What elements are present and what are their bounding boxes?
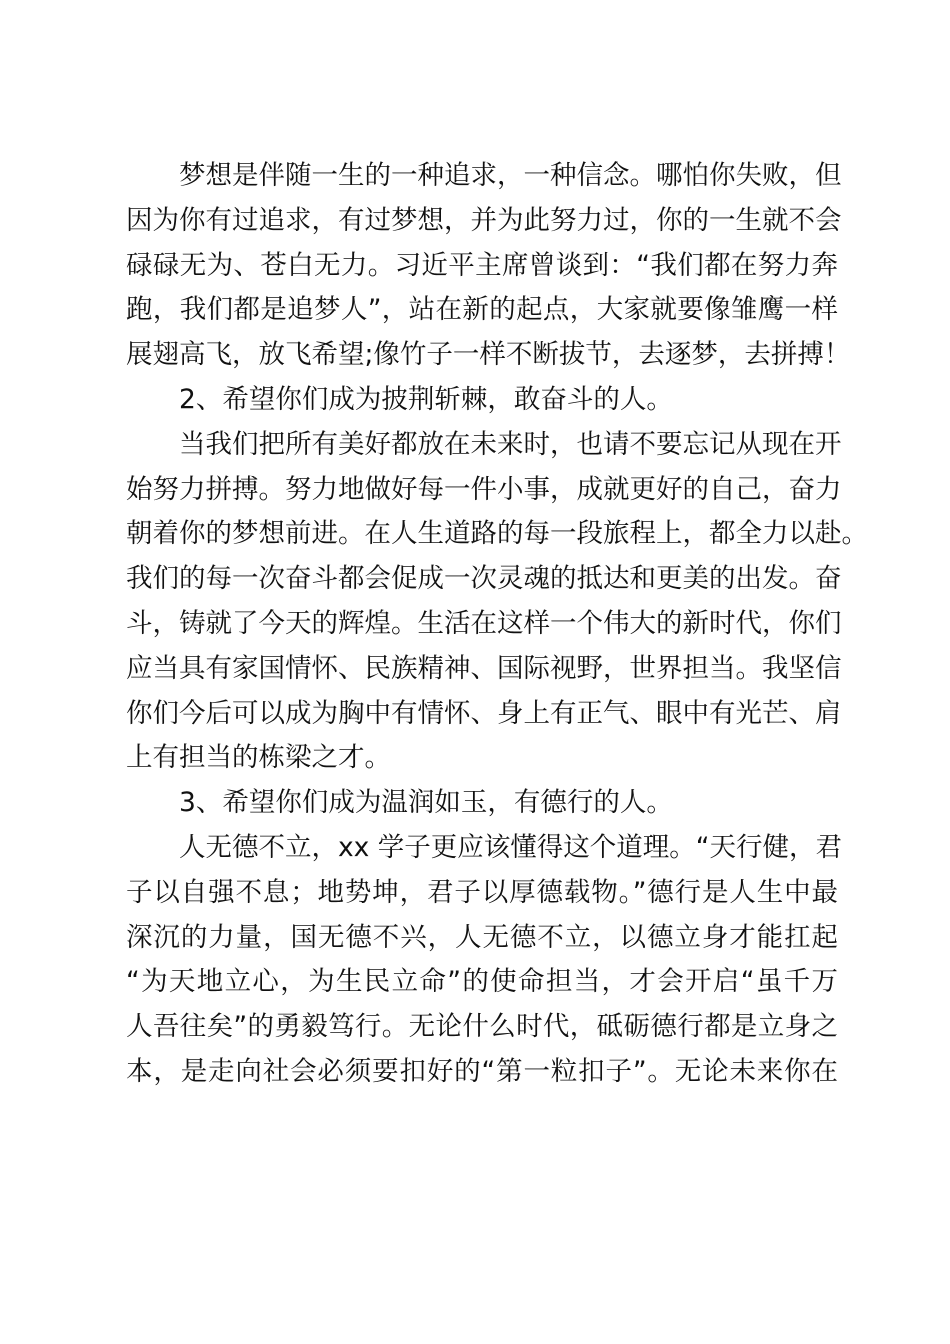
text-line: 我们的每一次奋斗都会促成一次灵魂的抵达和更美的出发。奋 bbox=[126, 563, 842, 595]
text-line: “为天地立心，为生民立命”的使命担当，才会开启“虽千万 bbox=[126, 966, 838, 998]
text-line: 2、希望你们成为披荆斩棘，敢奋斗的人。 bbox=[179, 383, 673, 415]
text-line: 你们今后可以成为胸中有情怀、身上有正气、眼中有光芒、肩 bbox=[126, 697, 842, 729]
text-line: 本，是走向社会必须要扣好的“第一粒扣子”。无论未来你在 bbox=[126, 1055, 838, 1087]
text-line: 人吾往矣”的勇毅笃行。无论什么时代，砥砺德行都是立身之 bbox=[126, 1011, 838, 1043]
text-line: 因为你有过追求，有过梦想，并为此努力过，你的一生就不会 bbox=[126, 204, 842, 236]
text-line: 应当具有家国情怀、民族精神、国际视野，世界担当。我坚信 bbox=[126, 652, 842, 684]
text-line: 深沉的力量，国无德不兴，人无德不立，以德立身才能扛起 bbox=[126, 921, 838, 953]
text-line: 始努力拼搏。努力地做好每一件小事，成就更好的自己，奋力 bbox=[126, 473, 842, 505]
body-text bbox=[126, 154, 868, 1095]
text-line: 梦想是伴随一生的一种追求，一种信念。哪怕你失败，但 bbox=[179, 160, 842, 191]
text-line: 子以自强不息；地势坤，君子以厚德载物。”德行是人生中最 bbox=[126, 876, 838, 908]
text-line: 碌碌无为、苍白无力。习近平主席曾谈到：“我们都在努力奔 bbox=[126, 249, 838, 281]
text-line: 斗，铸就了今天的辉煌。生活在这样一个伟大的新时代，你们 bbox=[126, 607, 842, 639]
text-line: 上有担当的栋梁之才。 bbox=[126, 742, 391, 774]
text-line: 展翅高飞，放飞希望;像竹子一样不断拔节，去逐梦，去拼搏！ bbox=[126, 339, 851, 371]
text-line: 朝着你的梦想前进。在人生道路的每一段旅程上，都全力以赴。 bbox=[126, 518, 868, 550]
text-line: 3、希望你们成为温润如玉，有德行的人。 bbox=[179, 787, 673, 819]
text-line: 跑，我们都是追梦人”，站在新的起点，大家就要像雏鹰一样 bbox=[126, 294, 838, 326]
text-line: 人无德不立，xx 学子更应该懂得这个道理。“天行健，君 bbox=[179, 831, 843, 863]
text-line: 当我们把所有美好都放在未来时，也请不要忘记从现在开 bbox=[179, 428, 842, 460]
